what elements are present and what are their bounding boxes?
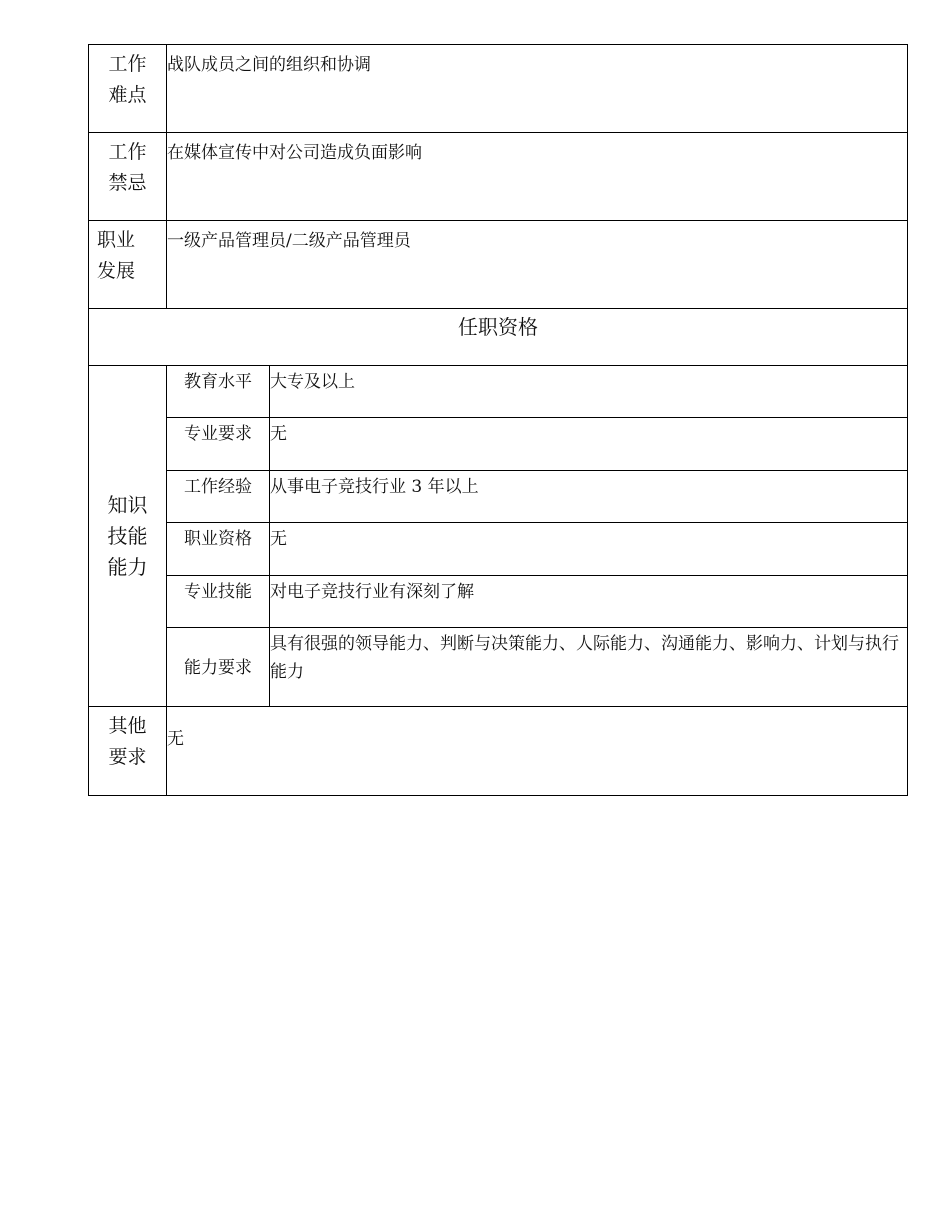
value-major: 无 — [270, 418, 908, 471]
row-skill — [89, 576, 908, 628]
label-qualification: 职业资格 — [167, 523, 270, 576]
row-section-title — [89, 309, 908, 366]
value-difficulty: 战队成员之间的组织和协调 — [167, 45, 908, 133]
label-major: 专业要求 — [167, 418, 270, 471]
section-title: 任职资格 — [89, 309, 908, 366]
value-taboo: 在媒体宣传中对公司造成负面影响 — [167, 133, 908, 221]
label-ability: 能力要求 — [167, 628, 270, 707]
value-skill: 对电子竞技行业有深刻了解 — [270, 576, 908, 628]
value-career: 一级产品管理员/二级产品管理员 — [167, 221, 908, 309]
row-education — [89, 366, 908, 418]
row-major — [89, 418, 908, 471]
label-skill: 专业技能 — [167, 576, 270, 628]
value-other: 无 — [167, 707, 908, 796]
row-taboo — [89, 133, 908, 221]
row-career — [89, 221, 908, 309]
row-difficulty — [89, 45, 908, 133]
value-ability: 具有很强的领导能力、判断与决策能力、人际能力、沟通能力、影响力、计划与执行能力 — [270, 628, 908, 707]
value-experience: 从事电子竞技行业 3 年以上 — [270, 471, 908, 523]
label-education: 教育水平 — [167, 366, 270, 418]
label-taboo: 工作 禁忌 — [89, 133, 167, 221]
value-qualification: 无 — [270, 523, 908, 576]
label-knowledge: 知识 技能 能力 — [89, 366, 167, 707]
row-experience — [89, 471, 908, 523]
row-qualification — [89, 523, 908, 576]
job-description-table — [88, 44, 908, 796]
label-other: 其他 要求 — [89, 707, 167, 796]
row-other — [89, 707, 908, 796]
label-difficulty: 工作 难点 — [89, 45, 167, 133]
value-education: 大专及以上 — [270, 366, 908, 418]
label-experience: 工作经验 — [167, 471, 270, 523]
row-ability — [89, 628, 908, 707]
label-career: 职业 发展 — [89, 221, 167, 309]
